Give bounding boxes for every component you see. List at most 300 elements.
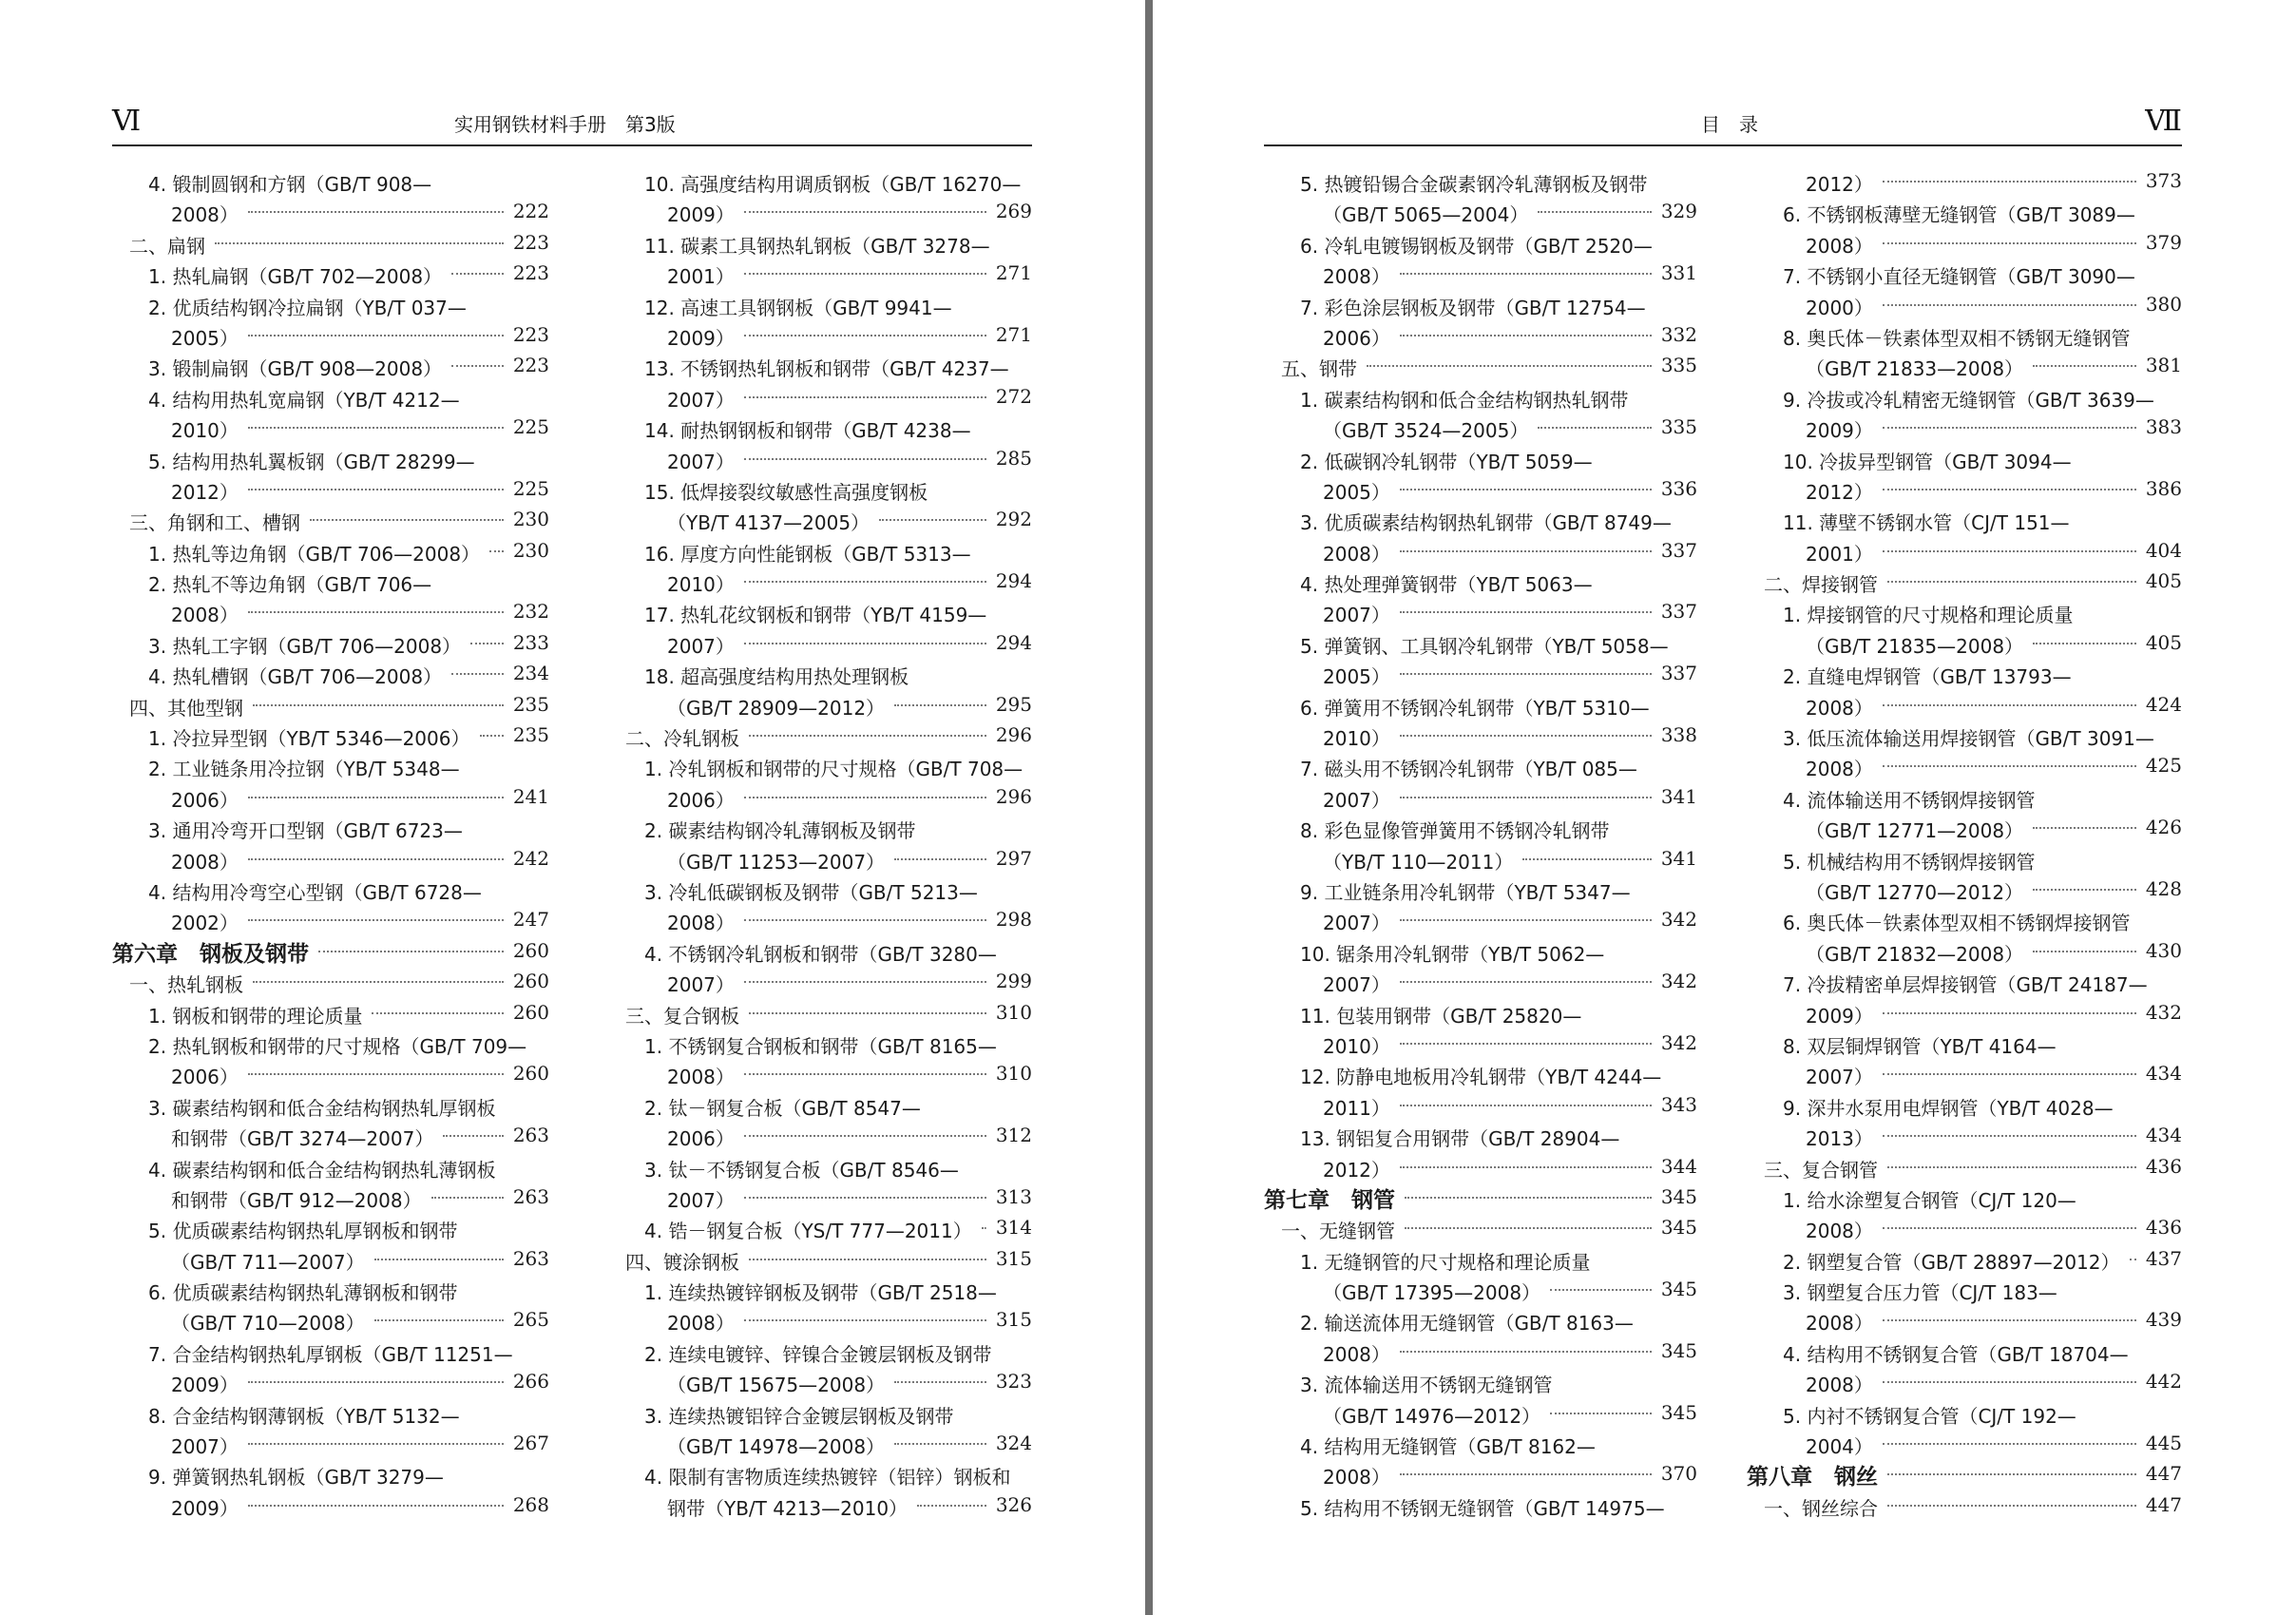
toc-entry (608, 564, 1032, 597)
toc-entry-title: 2009） (667, 203, 735, 227)
toc-entry (112, 1426, 549, 1459)
toc-entry-title: 三、角钢和工、槽钢 (129, 511, 300, 535)
toc-page-number: 342 (1660, 970, 1697, 993)
toc-entry (1747, 502, 2182, 535)
toc-section (1747, 1488, 2182, 1518)
toc-entry-title: 2006） (171, 788, 239, 812)
toc-entry-title: （GB/T 711—2007） (171, 1250, 365, 1274)
toc-page-number: 235 (512, 692, 549, 716)
toc-page-number: 344 (1660, 1154, 1697, 1178)
dot-leader (253, 981, 504, 983)
toc-entry-title: 9. 冷拔或冷轧精密无缝钢管（GB/T 3639— (1783, 388, 2154, 412)
toc-entry (1264, 564, 1697, 597)
toc-entry (1264, 194, 1697, 227)
toc-entry (1747, 1026, 2182, 1056)
toc-entry (1747, 194, 2182, 227)
toc-chapter (1264, 1180, 1697, 1213)
toc-column-2 (1747, 163, 2182, 1518)
toc-entry (1747, 1241, 2182, 1272)
toc-entry-title: 2. 低碳钢冷轧钢带（YB/T 5059— (1300, 450, 1593, 473)
toc-entry (608, 933, 1032, 964)
toc-page-number: 447 (2145, 1462, 2182, 1486)
toc-page-number: 337 (1660, 538, 1697, 562)
toc-entry-title: 1. 给水涂塑复合钢管（CJ/T 120— (1783, 1188, 2076, 1212)
toc-entry (1747, 779, 2182, 810)
toc-entry (1747, 1210, 2182, 1243)
toc-entry (1264, 1488, 1697, 1518)
dot-leader (374, 1319, 504, 1321)
dot-leader (1538, 427, 1652, 429)
toc-entry-title: 1. 碳素结构钢和低合金结构钢热轧钢带 (1300, 388, 1629, 412)
toc-page-number: 268 (512, 1492, 549, 1516)
toc-entry (1264, 1334, 1697, 1364)
toc-entry-title: 2007） (667, 388, 735, 412)
dot-leader (431, 1197, 504, 1199)
toc-entry (608, 1456, 1032, 1490)
toc-entry-title: 2008） (1323, 542, 1390, 566)
toc-page-number: 232 (512, 600, 549, 624)
toc-section (1264, 1210, 1697, 1243)
toc-entry-title: 17. 热轧花纹钢板和钢带（YB/T 4159— (644, 604, 987, 627)
toc-entry-title: 2006） (1323, 326, 1390, 350)
dot-leader (1400, 981, 1652, 983)
toc-entry (112, 902, 549, 935)
dot-leader (1400, 550, 1652, 552)
toc-entry-title: 2009） (171, 1374, 239, 1397)
toc-entry (1264, 471, 1697, 502)
toc-page-number: 263 (512, 1184, 549, 1208)
toc-entry-title: 2. 热轧不等边角钢（GB/T 706— (148, 573, 432, 597)
toc-entry (1264, 1426, 1697, 1459)
toc-page-number: 335 (1660, 415, 1697, 439)
toc-entry-title: 和钢带（GB/T 912—2008） (171, 1188, 422, 1212)
toc-entry-title: 4. 流体输送用不锈钢焊接钢管 (1783, 788, 2036, 812)
toc-page-number: 241 (512, 784, 549, 808)
toc-entry-title: 8. 合金结构钢薄钢板（YB/T 5132— (148, 1404, 460, 1428)
toc-entry (608, 225, 1032, 256)
toc-entry-title: 二、冷轧钢板 (625, 727, 739, 751)
toc-page-number: 323 (995, 1370, 1032, 1394)
toc-entry-title: 2001） (1806, 542, 1873, 566)
dot-leader (248, 335, 504, 336)
toc-entry-title: 2009） (667, 326, 735, 350)
toc-entry (112, 317, 549, 348)
toc-entry-title: 12. 防静电地板用冷轧钢带（YB/T 4244— (1300, 1066, 1662, 1089)
toc-entry (112, 379, 549, 410)
toc-page-number: 260 (512, 938, 549, 962)
toc-page-number: 424 (2145, 692, 2182, 716)
toc-entry-title: 7. 不锈钢小直径无缝钢管（GB/T 3090— (1783, 265, 2135, 289)
toc-entry-title: 3. 优质碳素结构钢热轧钢带（GB/T 8749— (1300, 511, 1672, 535)
toc-page-number: 314 (995, 1216, 1032, 1240)
toc-entry (1747, 471, 2182, 502)
toc-entry-title: 2007） (667, 450, 735, 473)
toc-page-number: 379 (2145, 230, 2182, 254)
toc-page-number: 230 (512, 508, 549, 531)
toc-chapter (112, 933, 549, 967)
toc-page-number: 329 (1660, 200, 1697, 223)
dot-leader (894, 704, 986, 706)
toc-entry (1747, 1426, 2182, 1459)
toc-entry (112, 872, 549, 902)
toc-page-number: 294 (995, 630, 1032, 654)
toc-entry (112, 995, 549, 1026)
toc-entry-title: 3. 连续热镀铝锌合金镀层钢板及钢带 (644, 1404, 954, 1428)
toc-page-number: 345 (1660, 1400, 1697, 1424)
toc-entry-title: （GB/T 14978—2008） (667, 1435, 886, 1459)
toc-page-number: 225 (512, 415, 549, 439)
toc-entry-title: 2010） (667, 573, 735, 597)
dot-leader (744, 1319, 986, 1321)
dot-leader (982, 1227, 986, 1229)
toc-entry-title: 2. 连续电镀锌、锌镍合金镀层钢板及钢带 (644, 1342, 992, 1366)
toc-entry (608, 872, 1032, 902)
toc-entry-title: 1. 焊接钢管的尺寸规格和理论质量 (1783, 604, 2074, 627)
page-header (112, 101, 1032, 146)
toc-entry-title: 一、无缝钢管 (1281, 1220, 1395, 1243)
dot-leader (744, 1073, 986, 1075)
toc-entry-title: 2. 输送流体用无缝钢管（GB/T 8163— (1300, 1312, 1634, 1336)
dot-leader (1883, 765, 2136, 767)
toc-entry (608, 656, 1032, 689)
toc-entry-title: 4. 结构用冷弯空心型钢（GB/T 6728— (148, 880, 482, 904)
toc-entry-title: 8. 奥氏体－铁素体型双相不锈钢无缝钢管 (1783, 326, 2131, 350)
toc-entry-title: 四、其他型钢 (129, 696, 243, 720)
toc-entry (608, 1272, 1032, 1305)
dot-leader (2130, 1259, 2136, 1260)
toc-section (112, 687, 549, 718)
toc-entry-title: 13. 不锈钢热轧钢板和钢带（GB/T 4237— (644, 357, 1009, 381)
toc-page-number: 297 (995, 846, 1032, 870)
toc-page-number: 230 (512, 538, 549, 562)
toc-entry-title: 2007） (1323, 912, 1390, 935)
toc-entry-title: 3. 流体输送用不锈钢无缝钢管 (1300, 1374, 1553, 1397)
dot-leader (248, 919, 504, 921)
toc-page-number: 337 (1660, 600, 1697, 624)
toc-entry-title: （GB/T 12771—2008） (1806, 819, 2024, 843)
toc-entry (1747, 902, 2182, 935)
toc-page-number: 223 (512, 322, 549, 346)
dot-leader (744, 581, 986, 583)
page-number: Ⅶ (2145, 105, 2182, 138)
toc-entry-title: 9. 弹簧钢热轧钢板（GB/T 3279— (148, 1466, 444, 1490)
toc-entry-title: 2007） (1323, 973, 1390, 997)
page-header (1264, 101, 2182, 146)
toc-entry (608, 1488, 1032, 1518)
dot-leader (1883, 704, 2136, 706)
toc-entry-title: 3. 锻制扁钢（GB/T 908—2008） (148, 357, 443, 381)
toc-section (112, 502, 549, 535)
toc-page-number: 266 (512, 1370, 549, 1394)
toc-entry-title: （GB/T 14976—2012） (1323, 1404, 1541, 1428)
toc-entry (608, 1334, 1032, 1364)
toc-entry (112, 625, 549, 656)
toc-entry (112, 564, 549, 597)
toc-page-number: 342 (1660, 1030, 1697, 1054)
dot-leader (451, 673, 504, 675)
toc-entry (1264, 687, 1697, 718)
toc-entry (112, 1026, 549, 1056)
toc-entry (112, 841, 549, 872)
dot-leader (248, 1381, 504, 1383)
toc-entry (608, 779, 1032, 810)
toc-page-number: 336 (1660, 476, 1697, 500)
toc-entry-title: 2005） (171, 326, 239, 350)
toc-page-number: 299 (995, 970, 1032, 993)
dot-leader (1400, 611, 1652, 613)
toc-entry (1747, 933, 2182, 964)
toc-entry-title: 6. 冷轧电镀锡钢板及钢带（GB/T 2520— (1300, 234, 1653, 258)
dot-leader (1883, 489, 2136, 490)
dot-leader (2033, 365, 2136, 367)
toc-entry-title: 10. 高强度结构用调质钢板（GB/T 16270— (644, 173, 1022, 196)
dot-leader (1887, 581, 2136, 583)
toc-entry-title: 5. 结构用热轧翼板钢（GB/T 28299— (148, 450, 475, 473)
dot-leader (2033, 643, 2136, 644)
toc-entry-title: 2008） (1806, 696, 1873, 720)
dot-leader (1883, 1319, 2136, 1321)
toc-entry (1747, 1272, 2182, 1305)
toc-section (1747, 564, 2182, 597)
toc-entry-title: 一、热轧钢板 (129, 973, 243, 997)
dot-leader (1883, 304, 2136, 306)
dot-leader (1400, 1351, 1652, 1353)
toc-entry-title: 1. 热轧扁钢（GB/T 702—2008） (148, 265, 443, 289)
toc-entry-title: 2008） (1806, 1312, 1873, 1336)
toc-entry-title: （YB/T 4137—2005） (667, 511, 871, 535)
dot-leader (248, 427, 504, 429)
toc-page-number: 272 (995, 384, 1032, 408)
toc-section (608, 995, 1032, 1026)
toc-page-number: 345 (1660, 1184, 1697, 1208)
toc-entry-title: 2008） (667, 1312, 735, 1336)
toc-entry (112, 287, 549, 317)
toc-entry (608, 256, 1032, 289)
toc-page-number: 380 (2145, 292, 2182, 316)
dot-leader (1883, 1135, 2136, 1137)
toc-entry (1264, 625, 1697, 656)
toc-entry (1747, 995, 2182, 1026)
dot-leader (1400, 1166, 1652, 1168)
toc-entry-title: 2004） (1806, 1435, 1873, 1459)
toc-entry (1747, 379, 2182, 410)
toc-page-number: 442 (2145, 1370, 2182, 1394)
toc-entry-title: 2013） (1806, 1127, 1873, 1151)
toc-entry-title: 4. 锻制圆钢和方钢（GB/T 908— (148, 173, 432, 196)
toc-entry-title: 2005） (1323, 480, 1390, 504)
toc-entry (1264, 379, 1697, 410)
toc-entry-title: 三、复合钢管 (1764, 1158, 1878, 1182)
dot-leader (1400, 673, 1652, 675)
toc-entry-title: 13. 钢铝复合用钢带（GB/T 28904— (1300, 1127, 1620, 1151)
toc-entry-title: 5. 结构用不锈钢无缝钢管（GB/T 14975— (1300, 1496, 1665, 1520)
toc-entry-title: 7. 彩色涂层钢板及钢带（GB/T 12754— (1300, 296, 1646, 319)
dot-leader (248, 611, 504, 613)
toc-entry (1747, 1334, 2182, 1364)
toc-entry-title: 2. 钛－钢复合板（GB/T 8547— (644, 1096, 921, 1120)
page-number: Ⅵ (112, 105, 142, 138)
toc-entry-title: （GB/T 21835—2008） (1806, 634, 2024, 658)
toc-entry-title: 第八章 钢丝 (1747, 1465, 1878, 1490)
dot-leader (1405, 1227, 1652, 1229)
toc-entry-title: 2006） (667, 788, 735, 812)
toc-entry (112, 1302, 549, 1336)
toc-entry (608, 1395, 1032, 1426)
toc-entry-title: 2009） (1806, 1004, 1873, 1028)
toc-entry (608, 1087, 1032, 1118)
toc-entry (1747, 287, 2182, 317)
toc-entry-title: 3. 低压流体输送用焊接钢管（GB/T 3091— (1783, 727, 2154, 751)
dot-leader (1400, 489, 1652, 490)
toc-entry (608, 410, 1032, 443)
toc-page-number: 341 (1660, 846, 1697, 870)
toc-entry-title: 第七章 钢管 (1264, 1187, 1395, 1213)
dot-leader (1405, 1197, 1652, 1199)
toc-entry (1264, 1056, 1697, 1089)
toc-entry (608, 194, 1032, 227)
dot-leader (489, 550, 504, 552)
toc-entry (1747, 1180, 2182, 1210)
toc-page-number: 294 (995, 569, 1032, 593)
toc-entry (1747, 687, 2182, 718)
toc-page-number: 337 (1660, 662, 1697, 685)
toc-entry-title: 5. 热镀铅锡合金碳素钢冷轧薄钢板及钢带 (1300, 173, 1648, 196)
toc-page-number: 342 (1660, 908, 1697, 932)
dot-leader (1883, 1381, 2136, 1383)
toc-entry (608, 1149, 1032, 1180)
toc-page-number: 404 (2145, 538, 2182, 562)
toc-entry-title: （GB/T 28909—2012） (667, 696, 886, 720)
dot-leader (1883, 181, 2136, 183)
toc-entry (1747, 1395, 2182, 1426)
toc-entry-title: 3. 钢塑复合压力管（CJ/T 183— (1783, 1281, 2057, 1305)
dot-leader (749, 1259, 986, 1260)
toc-entry (608, 533, 1032, 564)
toc-entry (1747, 533, 2182, 564)
toc-entry-title: 2007） (1323, 604, 1390, 627)
dot-leader (248, 858, 504, 860)
toc-section (608, 718, 1032, 751)
toc-page-number: 235 (512, 723, 549, 747)
toc-page-number: 222 (512, 200, 549, 223)
toc-entry-title: 2005） (1323, 665, 1390, 689)
toc-entry-title: 2011） (1323, 1096, 1390, 1120)
toc-entry (112, 471, 549, 502)
toc-page-number: 345 (1660, 1216, 1697, 1240)
toc-entry-title: 1. 冷拉异型钢（YB/T 5346—2006） (148, 727, 470, 751)
toc-entry (1747, 656, 2182, 689)
toc-entry (112, 1456, 549, 1490)
dot-leader (248, 489, 504, 490)
toc-entry-title: （GB/T 12770—2012） (1806, 880, 2024, 904)
toc-entry-title: 2012） (1806, 480, 1873, 504)
toc-entry (608, 379, 1032, 410)
toc-entry-title: 和钢带（GB/T 3274—2007） (171, 1127, 434, 1151)
toc-entry-title: 11. 碳素工具钢热轧钢板（GB/T 3278— (644, 234, 990, 258)
toc-page-number: 324 (995, 1432, 1032, 1455)
toc-column-1 (1264, 163, 1697, 1518)
toc-entry (608, 1180, 1032, 1210)
toc-section (112, 225, 549, 256)
toc-page-number: 315 (995, 1308, 1032, 1332)
toc-entry (1264, 410, 1697, 443)
toc-entry-title: 9. 深井水泵用电焊钢管（YB/T 4028— (1783, 1096, 2114, 1120)
toc-entry-title: 3. 热轧工字钢（GB/T 706—2008） (148, 634, 462, 658)
toc-entry-title: 2009） (171, 1496, 239, 1520)
toc-page-number: 310 (995, 1062, 1032, 1086)
toc-entry (112, 1118, 549, 1151)
toc-page-number: 260 (512, 1062, 549, 1086)
toc-section (608, 1241, 1032, 1272)
toc-page-number: 313 (995, 1184, 1032, 1208)
dot-leader (1883, 1073, 2136, 1075)
toc-page-number: 260 (512, 970, 549, 993)
dot-leader (1400, 1105, 1652, 1106)
toc-entry (1747, 1056, 2182, 1089)
dot-leader (917, 1505, 986, 1507)
toc-entry-title: 2007） (1323, 788, 1390, 812)
toc-entry (1747, 872, 2182, 902)
toc-entry-title: 15. 低焊接裂纹敏感性高强度钢板 (644, 480, 928, 504)
dot-leader (1883, 1443, 2136, 1445)
toc-entry (1264, 502, 1697, 535)
dot-leader (451, 365, 504, 367)
toc-entry-title: （YB/T 110—2011） (1323, 850, 1514, 874)
toc-page-number: 383 (2145, 415, 2182, 439)
toc-entry-title: 2006） (171, 1066, 239, 1089)
dot-leader (744, 1135, 986, 1137)
toc-page-number: 225 (512, 476, 549, 500)
toc-page-number: 310 (995, 1000, 1032, 1024)
toc-entry-title: （GB/T 21832—2008） (1806, 942, 2024, 966)
toc-entry-title: 7. 合金结构钢热轧厚钢板（GB/T 11251— (148, 1342, 513, 1366)
toc-page-number: 332 (1660, 322, 1697, 346)
toc-entry-title: 10. 冷拔异型钢管（GB/T 3094— (1783, 450, 2072, 473)
toc-page-number: 263 (512, 1124, 549, 1147)
dot-leader (744, 211, 986, 213)
toc-page-number: 341 (1660, 784, 1697, 808)
toc-entry (1747, 348, 2182, 381)
toc-entry-title: 4. 结构用无缝钢管（GB/T 8162— (1300, 1435, 1596, 1459)
toc-page-number: 292 (995, 508, 1032, 531)
toc-entry (112, 748, 549, 779)
toc-entry (112, 1334, 549, 1364)
toc-entry (112, 163, 549, 194)
toc-entry-title: 3. 碳素结构钢和低合金结构钢热轧厚钢板 (148, 1096, 496, 1120)
dot-leader (894, 858, 986, 860)
toc-entry (112, 810, 549, 843)
toc-entry (608, 1364, 1032, 1397)
toc-entry-title: 2010） (1323, 1034, 1390, 1058)
toc-entry-title: 2. 热轧钢板和钢带的尺寸规格（GB/T 709— (148, 1034, 527, 1058)
dot-leader (744, 919, 986, 921)
toc-entry-title: （GB/T 3524—2005） (1323, 419, 1529, 443)
toc-entry-title: 二、焊接钢管 (1764, 573, 1878, 597)
toc-entry-title: 2. 碳素结构钢冷轧薄钢板及钢带 (644, 819, 916, 843)
dot-leader (1400, 335, 1652, 336)
toc-entry-title: 1. 冷轧钢板和钢带的尺寸规格（GB/T 708— (644, 758, 1024, 781)
dot-leader (248, 1443, 504, 1445)
toc-entry-title: 2008） (171, 604, 239, 627)
toc-section (1264, 348, 1697, 381)
toc-entry (112, 1272, 549, 1305)
toc-entry-title: 2. 直缝电焊钢管（GB/T 13793— (1783, 665, 2072, 689)
toc-page-number: 265 (512, 1308, 549, 1332)
toc-page-number: 247 (512, 908, 549, 932)
toc-entry (1747, 810, 2182, 843)
toc-entry-title: 10. 锯条用冷轧钢带（YB/T 5062— (1300, 942, 1605, 966)
toc-entry (1747, 841, 2182, 872)
